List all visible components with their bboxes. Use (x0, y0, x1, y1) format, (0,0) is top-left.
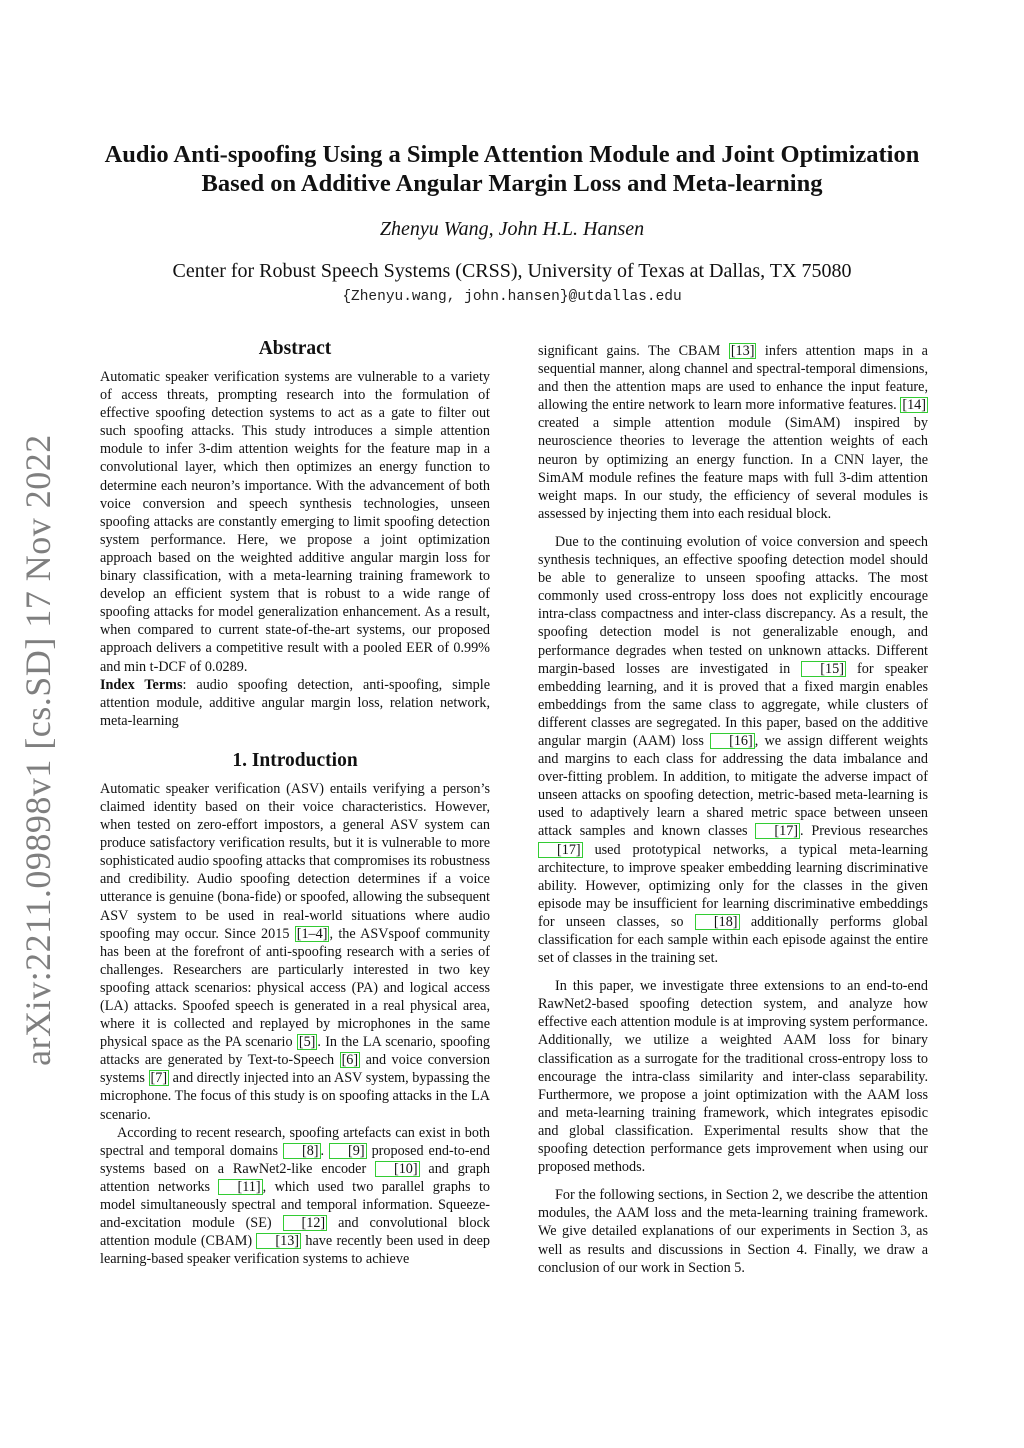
authors: Zhenyu Wang, John H.L. Hansen (379, 218, 645, 240)
citation-link[interactable]: [13] (256, 1233, 301, 1249)
citation-link[interactable]: [17] (755, 823, 800, 839)
intro-paragraph-3: significant gains. The CBAM [13] infers attention maps in a sequential manner, along channel and spectral-temporal dimensions, and then the attention maps are used to enhance the input feature, allowing the entire network to learn more informative features. [14] created a simple attention module (SimAM) inspired by neuroscience theories to leverage the attention weights of each neuron by optimizing an energy function. In a CNN layer, the SimAM module refines the feature maps with full 3-dim attention weight maps. In our study, the efficiency of several modules is assessed by injecting them into each residual block. (538, 343, 928, 522)
citation-link[interactable]: [11] (218, 1179, 262, 1195)
intro-paragraph-1: Automatic speaker verification (ASV) entails verifying a person’s claimed identity based on their voice characteristics. However, when tested on zero-effort impostors, a general ASV system can produce satisfactory verification results, but it is vulnerable to more sophisticated audio spoofing attacks that compromises its robustness and credibility. Audio spoofing detection determines if a voice utterance is genuine (bona-fide) or spoofed, allowing the subsequent ASV system to be used in real-world situations where audio spoofing may occur. Since 2015 [1–4] , the ASVspoof community has been at the forefront of anti-spoofing research with a series of challenges. Researchers are particularly interested in two key spoofing attack scenarios: physical access (PA) and logical access (LA) attacks. Spoofed speech is generated in a real physical area, where it is collected and replayed by microphones in the same physical space as the PA scenario [5] . In the LA scenario, spoofing attacks are generated by Text-to-Speech [6] and voice conversion systems [7] and directly injected into an ASV system, bypassing the microphone. The focus of this study is on spoofing attacks in the LA scenario. (100, 780, 491, 1123)
intro-heading: 1. Introduction (232, 749, 358, 771)
citation-link[interactable]: [6] (341, 1052, 359, 1069)
citation-link[interactable]: [15] (801, 661, 846, 677)
title-line-2: Based on Additive Angular Margin Loss and Meta-learning (201, 170, 823, 197)
affiliation: Center for Robust Speech Systems (CRSS), University of Texas at Dallas, TX 75080 (172, 260, 852, 282)
abstract-heading: Abstract (258, 338, 332, 359)
citation-link[interactable]: [12] (283, 1215, 328, 1231)
citation-link[interactable]: [7] (150, 1070, 168, 1087)
citation-link[interactable]: [18] (695, 914, 740, 930)
arxiv-sidebar-stamp (8, 434, 68, 1066)
citation-link[interactable]: [17] (538, 842, 583, 858)
citation-link[interactable]: [10] (375, 1161, 420, 1177)
citation-link[interactable]: [5] (298, 1034, 316, 1051)
citation-link[interactable]: [13] (730, 343, 755, 359)
email: {Zhenyu.wang, john.hansen}@utdallas.edu (342, 289, 682, 305)
citation-link[interactable]: [9] (329, 1143, 367, 1159)
citation-link[interactable]: [1–4] (296, 925, 328, 942)
right-column (538, 342, 928, 1277)
abstract-text: Automatic speaker verification systems are vulnerable to a variety of access threats, prompting research into the formulation of effective spoofing detection systems to act as a gate to filter out such spoofing attacks. This study introduces a simple attention module to infer 3-dim attention weights for the feature map in a convolutional layer, which then optimizes an energy function to determine each neuron’s importance. With the advancement of both voice conversion and speech synthesis technologies, unseen spoofing attacks are constantly emerging to limit spoofing detection system performance. Here, we propose a joint optimization approach based on the weighted additive angular margin loss for binary classification, with a meta-learning training framework to develop an efficient system that is robust to a wide range of spoofing attacks for model generalization enhancement. As a result, when compared to current state-of-the-art systems, our proposed approach delivers a competitive result with a pooled EER of 0.99% and min t-DCF of 0.0289. (100, 369, 490, 675)
citation-link[interactable]: [8] (283, 1143, 321, 1159)
paper-title (90, 140, 934, 198)
intro-paragraph-6: For the following sections, in Section 2, we describe the attention modules, the AAM loss and the meta-learning training framework. We give detailed explanations of our experiments in Section 3, as well as results and discussions in Section 4. Finally, we draw a conclusion of our work in Section 5. (538, 1187, 928, 1276)
citation-link[interactable]: [16] (710, 733, 755, 749)
index-terms (100, 676, 490, 730)
citation-link[interactable]: [14] (902, 397, 926, 414)
title-line-1: Audio Anti-spoofing Using a Simple Attention Module and Joint Optimization (104, 141, 920, 168)
index-terms-label: Index Terms (100, 676, 183, 693)
left-column (100, 338, 490, 1268)
index-terms-text: : audio spoofing detection, anti-spoofing, simple attention module, additive angular margin loss, relation network, meta-learning (100, 676, 491, 729)
arxiv-id: arXiv:2211.09898v1 [cs.SD] 17 Nov 2022 (18, 434, 58, 1066)
intro-paragraph-4: Due to the continuing evolution of voice conversion and speech synthesis techniques, an effective spoofing detection model should be able to generalize to unseen spoofing attacks. The most commonly used cross-entropy loss does not explicitly encourage intra-class compactness and inter-class discrepancy. As a result, the spoofing detection model is not generalizable enough, and performance degrades when tested on unknown attacks. Different margin-based losses are investigated in [15] for speaker embedding learning, and it is proved that a fixed margin enables embeddings from the same class to aggregate, while clusters of different classes are segregated. In this paper, based on the additive angular margin (AAM) loss [16] , we assign different weights and margins to each class for addressing the data imbalance and over-fitting problem. In addition, to mitigate the adverse impact of unseen attacks on spoofing detection, metric-based meta-learning is used to adaptively learn a shared metric space between unseen attack samples and known classes [17] . Previous researches [17] used prototypical networks, a typical meta-learning architecture, to improve speaker embedding learning discriminative ability. However, optimizing only for the classes in the given episode may be insufficient for learning discriminative embeddings for unseen classes, so [18] additionally performs global classification for each sample within each episode against the entire set of classes in the training set. (538, 533, 929, 967)
intro-paragraph-5: In this paper, we investigate three extensions to an end-to-end RawNet2-based spoofing detection system, and analyze how effective each attention module is at improving system performance. Additionally, we utilize a weighted AAM loss for binary classification as a surrogate for the traditional cross-entropy loss to encourage the intra-class similarity and inter-class separability. Furthermore, we propose a joint optimization with the AAM loss and meta-learning training framework, which integrates episodic and global classification. Experimental results show that the spoofing detection performance gets improvement when using our proposed methods. (538, 978, 928, 1176)
intro-paragraph-2: According to recent research, spoofing artefacts can exist in both spectral and temporal domains [8] . [9] proposed end-to-end systems based on a RawNet2-like encoder [10] and graph attention networks [11] , which used two parallel graphs to model simultaneously spectral and temporal information. Squeeze-and-excitation module (SE) [12] and convolutional block attention module (CBAM) [13] have recently been used in deep learning-based speaker verification systems to achieve (100, 1124, 491, 1268)
